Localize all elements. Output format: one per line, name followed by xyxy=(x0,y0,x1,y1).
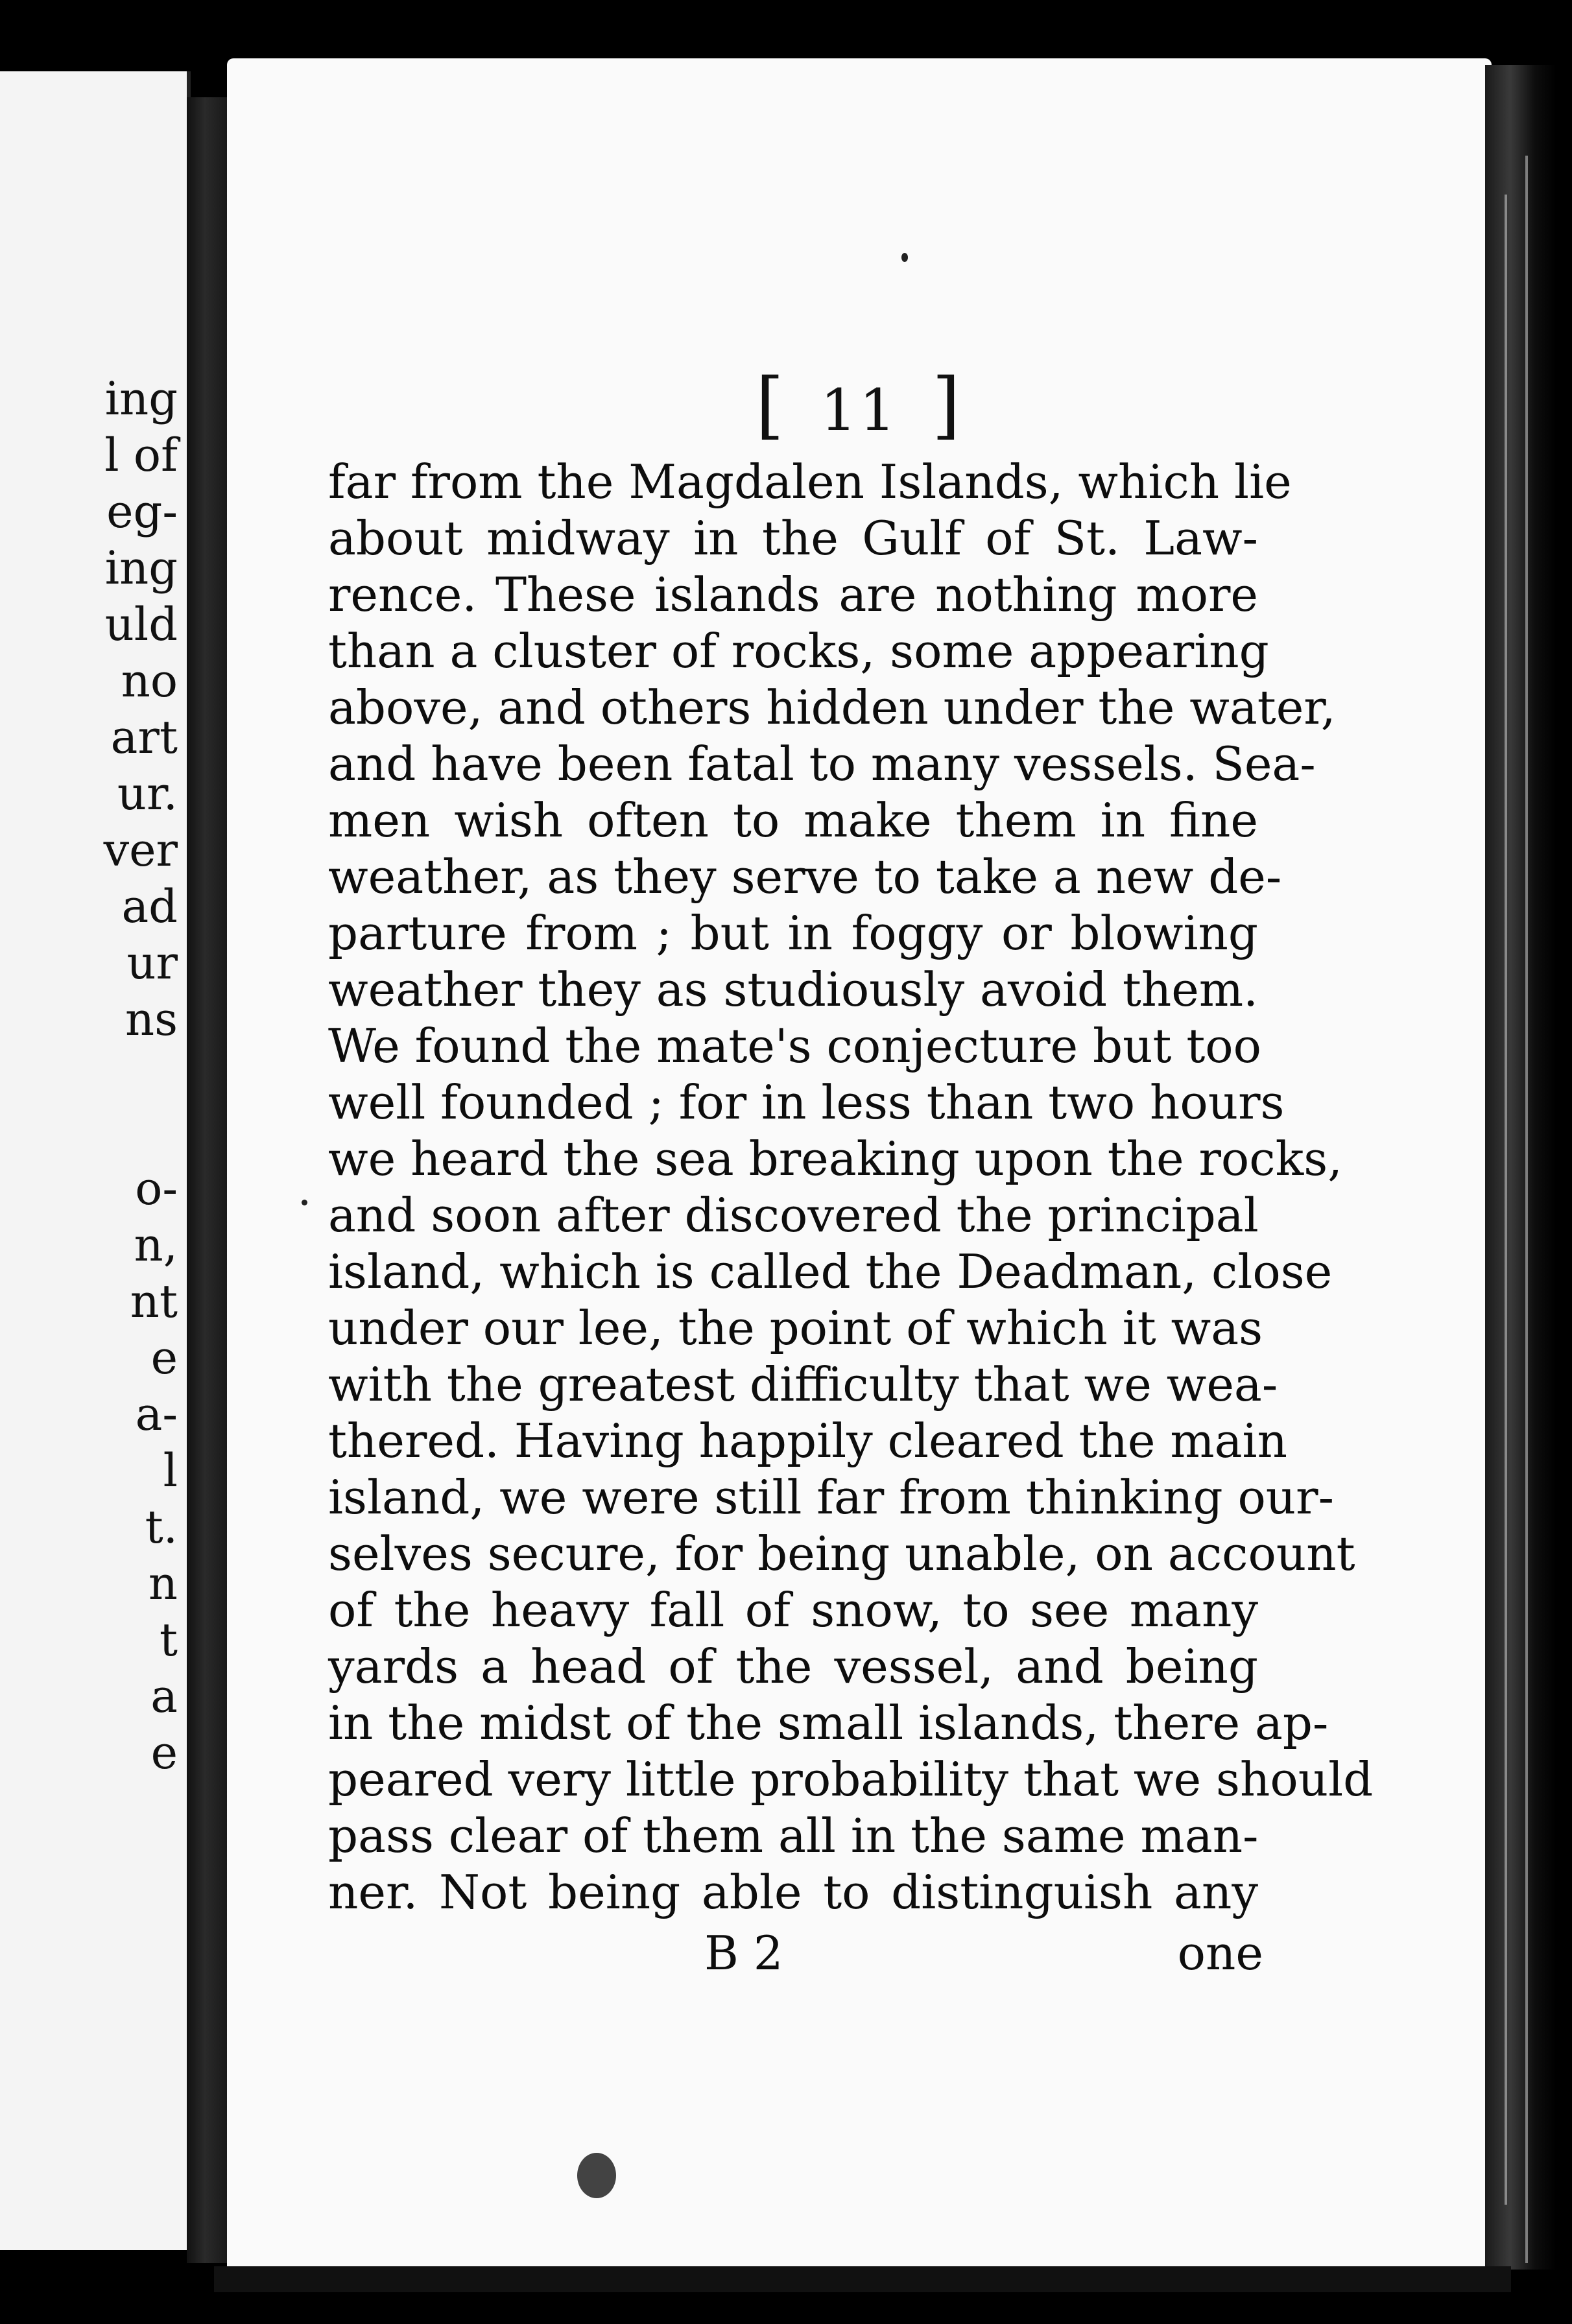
left-page-fragment: ad xyxy=(121,880,178,933)
text-line: selves secure, for being unable, on account xyxy=(328,1526,1355,1581)
edge-line xyxy=(1505,195,1507,2205)
left-page-fragment: l xyxy=(163,1444,178,1497)
ink-blot xyxy=(577,2153,616,2198)
left-page-fragment: n xyxy=(148,1557,178,1610)
left-page-fragment: ing xyxy=(104,541,178,595)
ink-speck xyxy=(901,253,908,262)
text-line: and soon after discovered the principal xyxy=(328,1188,1259,1242)
left-page-fragment: e xyxy=(150,1726,178,1779)
left-page-fragment: n, xyxy=(134,1218,178,1272)
text-line: in the midst of the small islands, there ap- xyxy=(328,1696,1329,1750)
text-line: peared very little probability that we should xyxy=(328,1752,1374,1807)
text-line: island, we were still far from thinking our- xyxy=(328,1470,1334,1524)
text-line: men wish often to make them in fine xyxy=(328,793,1258,848)
text-line: rence. These islands are nothing more xyxy=(328,567,1258,622)
left-page-fragment: t. xyxy=(145,1500,178,1554)
left-page-fragment: ver xyxy=(103,824,178,877)
edge-line xyxy=(1525,156,1528,2263)
bracket-close: ] xyxy=(931,363,963,447)
left-page-fragment: a xyxy=(150,1670,178,1723)
left-page-fragment: t xyxy=(159,1613,178,1666)
text-line: weather, as they serve to take a new de- xyxy=(328,849,1282,904)
left-page-fragment: l of xyxy=(104,429,178,482)
left-page-fragment: ur. xyxy=(117,767,178,820)
book-page xyxy=(227,58,1492,2276)
text-line: above, and others hidden under the water, xyxy=(328,680,1336,735)
text-line: of the heavy fall of snow, to see many xyxy=(328,1583,1258,1637)
catchword: one xyxy=(1177,1926,1263,1980)
text-line: pass clear of them all in the same man- xyxy=(328,1808,1259,1863)
text-line: we heard the sea breaking upon the rocks, xyxy=(328,1132,1343,1186)
left-page-fragment: uld xyxy=(104,598,178,651)
left-page-edge xyxy=(0,71,191,2250)
signature-mark: B 2 xyxy=(704,1926,783,1980)
text-line: about midway in the Gulf of St. Law- xyxy=(328,511,1258,565)
text-line: well founded ; for in less than two hours xyxy=(328,1075,1285,1130)
left-page-fragment: a- xyxy=(135,1388,178,1441)
text-line: ner. Not being able to distinguish any xyxy=(328,1865,1258,1919)
body-text xyxy=(328,454,1374,1921)
bracket-open: [ xyxy=(756,363,787,447)
text-line: We found the mate's conjecture but too xyxy=(328,1019,1261,1073)
page-footer xyxy=(328,1926,1263,1984)
text-line: island, which is called the Deadman, close xyxy=(328,1244,1333,1299)
text-line: yards a head of the vessel, and being xyxy=(328,1639,1258,1694)
left-page-fragment: e xyxy=(150,1331,178,1384)
page-number: 11 xyxy=(820,377,898,444)
left-page-fragment: ing xyxy=(104,372,178,425)
book-gutter xyxy=(187,97,232,2263)
text-line: thered. Having happily cleared the main xyxy=(328,1414,1287,1468)
left-page-fragment: nt xyxy=(130,1275,178,1328)
left-page-fragment: ns xyxy=(125,993,178,1046)
page-header xyxy=(227,363,1492,447)
left-page-fragment: no xyxy=(121,654,178,707)
left-page-fragment: ur xyxy=(126,936,178,990)
left-page-fragment: eg- xyxy=(106,485,178,538)
text-line: with the greatest difficulty that we wea- xyxy=(328,1357,1278,1412)
text-line: under our lee, the point of which it was xyxy=(328,1301,1263,1355)
page-stack-edge xyxy=(1485,65,1556,2270)
text-line: parture from ; but in foggy or blowing xyxy=(328,906,1258,960)
page-bottom-shadow xyxy=(214,2266,1511,2292)
text-line: and have been fatal to many vessels. Sea- xyxy=(328,737,1316,791)
left-page-fragment: o- xyxy=(135,1162,178,1215)
text-line: far from the Magdalen Islands, which lie xyxy=(328,455,1292,509)
left-page-fragment: art xyxy=(110,711,178,764)
text-line: weather they as studiously avoid them. xyxy=(328,962,1258,1017)
text-line: than a cluster of rocks, some appearing xyxy=(328,624,1269,678)
ink-speck xyxy=(302,1200,307,1205)
